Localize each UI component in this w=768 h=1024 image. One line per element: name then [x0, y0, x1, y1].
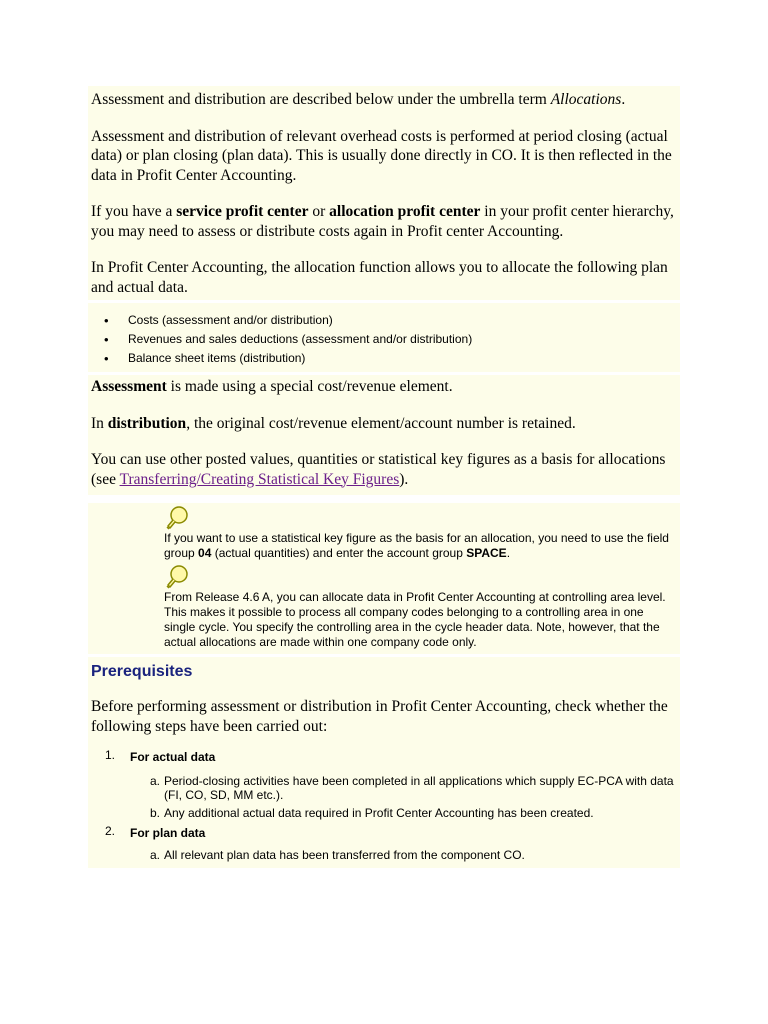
list-item: [88, 748, 680, 766]
text-run: All relevant plan data has been transferred from the component CO.: [164, 848, 525, 862]
text-run: , the original cost/revenue element/account number is retained.: [186, 414, 576, 432]
text-run: is made using a special cost/revenue element.: [166, 378, 453, 395]
text-run: If you want to use a statistical key figure as the basis for an allocation, you need to use the field group: [164, 531, 669, 560]
sub-number: a.: [150, 848, 161, 862]
note-statistical-key-figure: [162, 503, 680, 561]
text-run: (actual quantities) and enter the account group: [211, 546, 467, 560]
bold-term: allocation profit center: [329, 203, 481, 220]
prerequisites-heading: Prerequisites: [91, 663, 193, 680]
prerequisites-block: [88, 657, 680, 868]
paragraph-prerequisites-intro: Before performing assessment or distribution in Profit Center Accounting, check whether the following steps have been carried out:: [91, 698, 668, 735]
note-release-46a: [162, 561, 680, 654]
bold-term: Assessment: [91, 378, 167, 395]
assessment-block: [88, 375, 680, 495]
paragraph-service-profit-center: [88, 185, 680, 241]
sub-list: [88, 770, 680, 824]
list-item: • Balance sheet items (distribution): [88, 349, 680, 368]
divider: [88, 495, 680, 503]
paragraph-allocation-function: In Profit Center Accounting, the allocation function allows you to allocate the following plan and actual data.: [91, 259, 668, 296]
note-text: [162, 531, 676, 561]
notes-block: [88, 503, 680, 654]
sub-number: a.: [150, 774, 161, 788]
text-run: .: [621, 91, 626, 108]
steps-list: [88, 824, 680, 842]
intro-block: [88, 86, 680, 300]
text-run: in your profit center hierarchy, you may need to assess or distribute costs again in Profit center Accounting.: [91, 203, 674, 240]
paragraph-distribution: [88, 397, 680, 434]
step-number: 2.: [105, 824, 116, 838]
lightbulb-icon: [164, 564, 190, 590]
bold-term: SPACE: [466, 546, 507, 560]
steps-list: [88, 736, 680, 770]
bold-term: 04: [198, 546, 212, 560]
step-label: For plan data: [130, 826, 206, 840]
text-run: Assessment and distribution are described below under the umbrella term: [91, 91, 551, 108]
paragraph-assessment: [88, 375, 680, 397]
text-run: In: [91, 414, 108, 432]
sub-list: [88, 842, 680, 868]
text-run: Period-closing activities have been completed in all applications which supply EC-PCA with data (FI, CO, SD, MM etc.).: [164, 774, 674, 802]
list-item: [130, 848, 680, 862]
list-item: • Revenues and sales deductions (assessment and/or distribution): [88, 330, 680, 349]
bold-term: distribution: [107, 414, 187, 432]
bullet-list: [88, 303, 680, 372]
text-run: If you have a: [91, 203, 177, 220]
statistical-key-figures-link[interactable]: Transferring/Creating Statistical Key Figures: [119, 470, 400, 488]
list-item: • Costs (assessment and/or distribution): [88, 311, 680, 330]
sub-number: b.: [150, 806, 161, 820]
list-item: [130, 774, 680, 802]
step-label: For actual data: [130, 750, 216, 764]
list-item: [130, 806, 680, 820]
paragraph-posted-values: [88, 433, 680, 495]
step-number: 1.: [105, 748, 116, 762]
text-run: or: [308, 203, 330, 220]
list-item: [88, 824, 680, 842]
text-run: .: [506, 546, 511, 560]
italic-term: Allocations: [550, 91, 622, 108]
document-body: [88, 86, 680, 868]
text-run: You can use other posted values, quantities or statistical key figures as a basis for allocations (see: [91, 451, 666, 488]
bold-term: service profit center: [176, 203, 309, 220]
paragraph-umbrella-term: [88, 86, 680, 110]
text-run: Any additional actual data required in Profit Center Accounting has been created.: [164, 806, 594, 820]
lightbulb-icon: [164, 505, 190, 531]
bullet-block: [88, 303, 680, 372]
note-text: From Release 4.6 A, you can allocate data in Profit Center Accounting at controlling area level. This makes it possible to process all company codes belonging to a controlling area in one single cycle. You specify the controlling area in the cycle header data. Note, however, that the actual allocations are made within one company code only.: [164, 590, 666, 649]
paragraph-overhead-costs: Assessment and distribution of relevant overhead costs is performed at period closing (actual data) or plan closing (plan data). This is usually done directly in CO. It is then reflected in the data in Profit Center Accounting.: [91, 127, 672, 184]
text-run: ).: [399, 470, 409, 488]
